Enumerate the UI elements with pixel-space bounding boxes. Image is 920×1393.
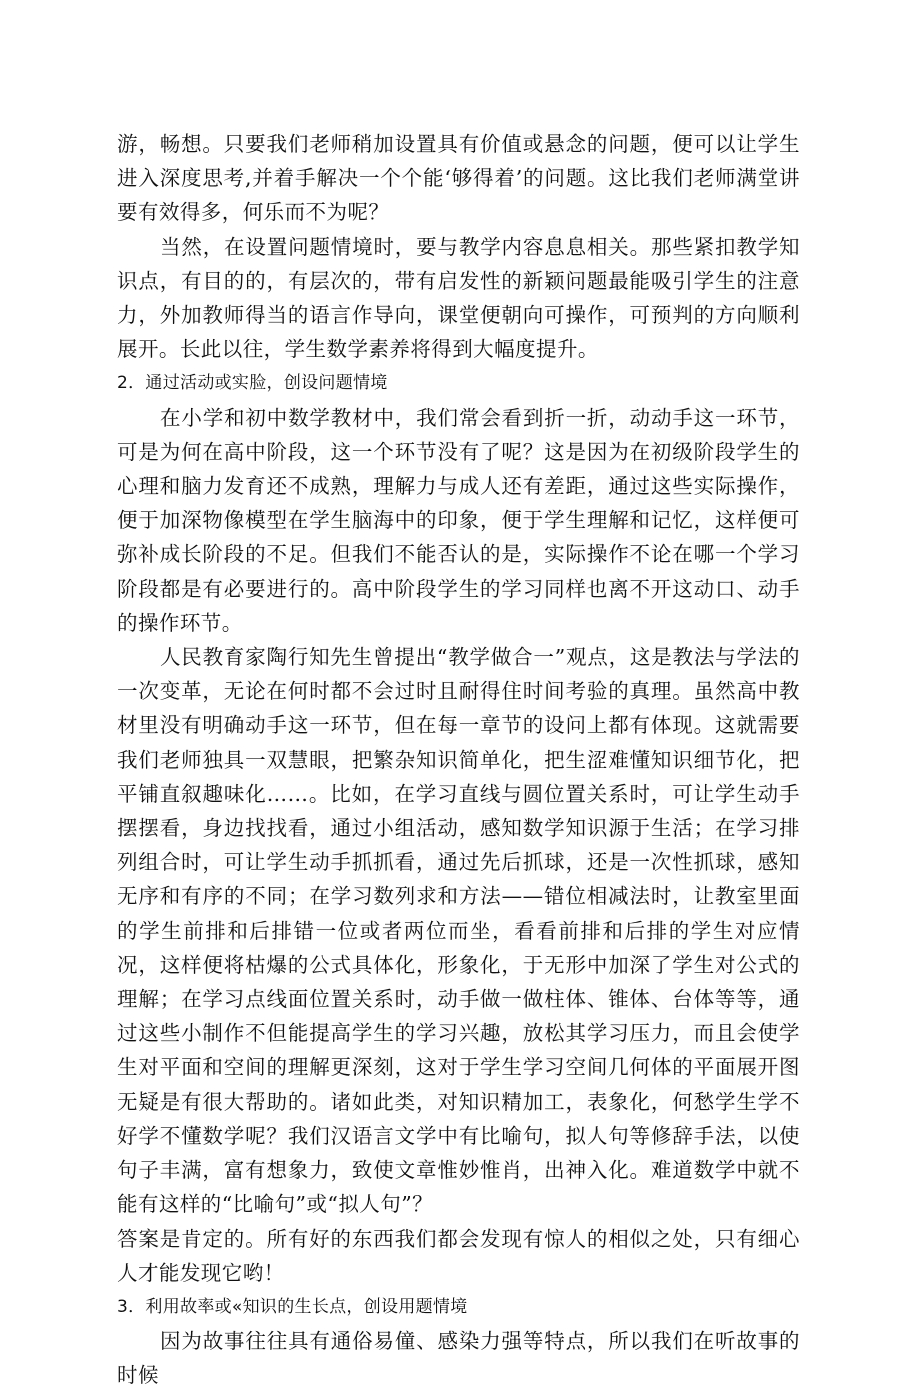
section-heading: 2．通过活动或实脸，创设问题情境 (117, 373, 388, 394)
document-page (117, 127, 800, 1393)
body-paragraph: 因为故事往往具有通俗易僮、感染力强等特点，所以我们在听故事的时候 (117, 1329, 800, 1388)
section-heading: 3．利用故率或«知识的生长点，创设用题情境 (117, 1296, 468, 1317)
body-paragraph: 答案是肯定的。所有好的东西我们都会发现有惊人的相似之处，只有细心人才能发现它哟！ (117, 1226, 800, 1285)
body-paragraph: 人民教育家陶行知先生曾提出“教学做合一”观点，这是教法与学法的一次变革，无论在何时都不会过时且耐得住时间考验的真理。虽然高中教材里没有明确动手这一环节，但在每一章节的设问上都有体现。这就需要我们老师独具一双慧眼，把繁杂知识简单化，把生涩难懂知识细节化，把平铺直叙趣味化……。比如，在学习直线与圆位置关系时，可让学生动手摆摆看，身边找找看，通过小组活动，感知数学知识源于生活；在学习排列组合时，可让学生动手抓抓看，通过先后抓球，还是一次性抓球，感知无序和有序的不同；在学习数列求和方法——错位相减法时，让教室里面的学生前排和后排错一位或者两位而坐，看看前排和后排的学生对应情况，这样便将枯爆的公式具体化，形象化，于无形中加深了学生对公式的理解；在学习点线面位置关系时，动手做一做柱体、锥体、台体等等，通过这些小制作不但能提高学生的学习兴趣，放松其学习压力，而且会使学生对平面和空间的理解更深刻，这对于学生学习空间几何体的平面展开图无疑是有很大帮助的。诸如此类，对知识精加工，表象化，何愁学生学不好学不懂数学呢？我们汉语言文学中有比喻句，拟人句等修辞手法，以使句子丰满，富有想象力，致使文章惟妙惟肖，出神入化。难道数学中就不能有这样的“比喻句”或“拟人句”？ (117, 645, 800, 1217)
body-paragraph: 游，畅想。只要我们老师稍加设置具有价值或悬念的问题，便可以让学生进入深度思考,并着手解决一个个能‘够得着’的问题。这比我们老师满堂讲要有效得多，何乐而不为呢？ (117, 132, 800, 225)
body-paragraph: 当然，在设置问题情境时，要与教学内容息息相关。那些紧扣教学知识点，有目的的，有层次的，带有启发性的新颖问题最能吸引学生的注意力，外加教师得当的语言作导向，课堂便朝向可操作，可预判的方向顺利展开。长此以往，学生数学素养将得到大幅度提升。 (117, 234, 800, 362)
body-paragraph: 在小学和初中数学教材中，我们常会看到折一折，动动手这一环节，可是为何在高中阶段，这一个环节没有了呢？这是因为在初级阶段学生的心理和脑力发育还不成熟，理解力与成人还有差距，通过这些实际操作，便于加深物像模型在学生脑海中的印象，便于学生理解和记忆，这样便可弥补成长阶段的不足。但我们不能否认的是，实际操作不论在哪一个学习阶段都是有必要进行的。高中阶段学生的学习同样也离不开这动口、动手的操作环节。 (117, 405, 800, 635)
